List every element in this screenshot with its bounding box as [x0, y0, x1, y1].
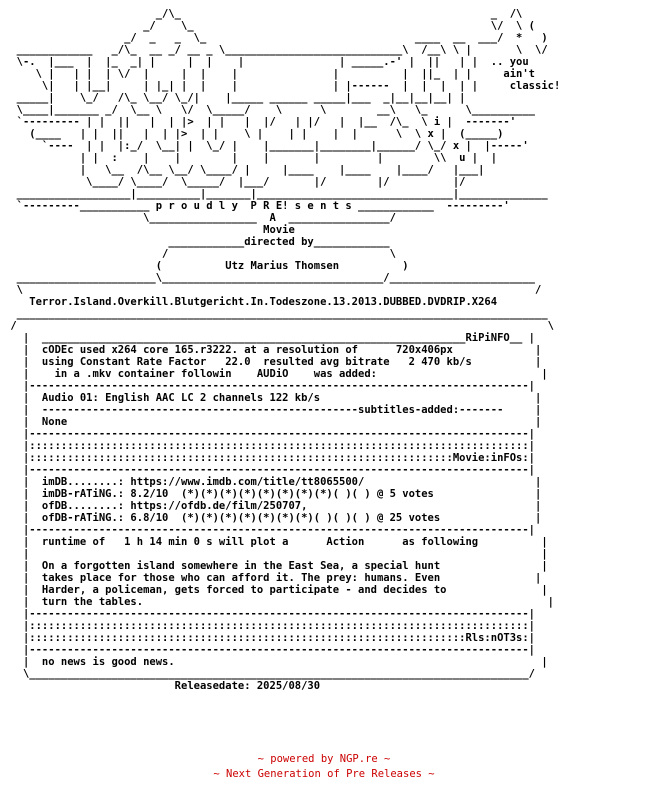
nfo-line: | in a .mkv container followin AUDiO was added: | [4, 368, 548, 380]
nfo-line: |:::::::::::::::::::::::::::::::::::::::::::::::::::::::::::::::::::::Rls:nOT3s:| [4, 632, 536, 644]
nfo-line: \_________________ A ________________/ [4, 212, 396, 224]
nfo-line: ____________directed by____________ [4, 236, 390, 248]
nfo-line: \-. |___ | |_ _| | | | | | _____.-' | || | | .. you [4, 56, 529, 68]
nfo-line: __________________|__________|_______|_______________________________|______________ [4, 188, 548, 200]
nfo-line: |-------------------------------------------------------------------------------| [4, 524, 536, 536]
nfo-line: `---------___________ p r o u d l y P R E! s e n t s ____________ ---------' [4, 200, 510, 212]
nfo-line: | ofDB-rATiNG.: 6.8/10 (*)(*)(*)(*)(*)(*)(*)( )( )( ) @ 25 votes | [4, 512, 542, 524]
nfo-line: |-------------------------------------------------------------------------------| [4, 428, 536, 440]
nfo-line: / \ [4, 320, 554, 332]
nfo-line: | None | [4, 416, 542, 428]
nfo-line: | Harder, a policeman, gets forced to participate - and decides to | [4, 584, 548, 596]
nfo-line: `--------- | | || | | |> | | | |/ | |/ | |__ /\_ \ i | -------' [4, 116, 517, 128]
nfo-line: _/\_ _ /\ [4, 8, 536, 20]
nfo-line: \ / [4, 284, 542, 296]
nfo-line: \____/ \____/ \_____/ |___/ |/ |/ |/ [4, 176, 466, 188]
nfo-line: Terror.Island.Overkill.Blutgericht.In.Todeszone.13.2013.DUBBED.DVDRIP.X264 [4, 296, 498, 308]
tagline: ~ Next Generation of Pre Releases ~ [213, 768, 435, 780]
nfo-line: | turn the tables. | [4, 596, 554, 608]
nfo-line: |-------------------------------------------------------------------------------| [4, 644, 536, 656]
nfo-line: | imDB-rATiNG.: 8.2/10 (*)(*)(*)(*)(*)(*)(*)(*)( )( ) @ 5 votes | [4, 488, 542, 500]
nfo-line: | cODEc used x264 core 165.r3222. at a resolution of 720x406px | [4, 344, 542, 356]
nfo-line: |-------------------------------------------------------------------------------| [4, 608, 536, 620]
nfo-line: _/ _ _ \_ ____ __ ___/ * ) [4, 32, 548, 44]
nfo-line: ____________________________________________________________________________________ [4, 308, 548, 320]
nfo-line: | takes place for those who can afford it. The prey: humans. Even | [4, 572, 542, 584]
nfo-line: \| | |__| | |_| | | | | |------ | | | | | classic! [4, 80, 561, 92]
nfo-line: \_______________________________________________________________________________/ [4, 668, 536, 680]
nfo-line: _/ \_ \/ \ ( [4, 20, 536, 32]
nfo-line: `---- | | |:_/ \__| | \_/ | |_______|________|______/ \_/ x | |-----' [4, 140, 529, 152]
nfo-line: | On a forgotten island somewhere in the East Sea, a special hunt | [4, 560, 548, 572]
nfo-line: |:::::::::::::::::::::::::::::::::::::::::::::::::::::::::::::::::::::::::::::::| [4, 440, 536, 452]
nfo-line: | using Constant Rate Factor 22.0 resulted avg bitrate 2 470 kb/s | [4, 356, 542, 368]
nfo-line: Releasedate: 2025/08/30 [4, 680, 321, 692]
nfo-line: | \__ /\__ \__/ \____/ | |____ |____ |____/ |___| [4, 164, 485, 176]
nfo-line: ( Utz Marius Thomsen ) [4, 260, 409, 272]
nfo-line: \ | | | | \/ | | | | | | ||_ | | ain't [4, 68, 536, 80]
nfo-line: | ofDB........: https://ofdb.de/film/250707, | [4, 500, 542, 512]
nfo-line: |-------------------------------------------------------------------------------| [4, 464, 536, 476]
powered-by-line: ~ powered by NGP.re ~ [257, 753, 391, 765]
nfo-text [4, 8, 560, 692]
nfo-line: | | [4, 548, 548, 560]
nfo-line: | --------------------------------------------------subtitles-added:------- | [4, 404, 542, 416]
nfo-line: | Audio 01: English AAC LC 2 channels 122 kb/s | [4, 392, 542, 404]
nfo-line: | imDB........: https://www.imdb.com/title/tt8065500/ | [4, 476, 542, 488]
nfo-line: | runtime of 1 h 14 min 0 s will plot a Action as following | [4, 536, 548, 548]
nfo-line: / \ [4, 248, 396, 260]
nfo-line: ____________ _/\_ __ _/ __ _ \____________________________\ /__\ \ | \ \/ [4, 44, 548, 56]
nfo-line: | no news is good news. | [4, 656, 548, 668]
nfo-line: | | : | | | | | | \\ u | | [4, 152, 498, 164]
nfo-line: |:::::::::::::::::::::::::::::::::::::::::::::::::::::::::::::::::::Movie:inFOs:| [4, 452, 536, 464]
nfo-line: |-------------------------------------------------------------------------------| [4, 380, 536, 392]
nfo-line: |:::::::::::::::::::::::::::::::::::::::::::::::::::::::::::::::::::::::::::::::| [4, 620, 536, 632]
nfo-line: Movie [4, 224, 295, 236]
nfo-line: | ___________________________________________________________________RiPiNFO__ | [4, 332, 536, 344]
nfo-line: ______________________\___________________________________/_______________________ [4, 272, 536, 284]
nfo-line: _____| \_/ /\_ \__/ \_/| |_____ ______ _____|___ _|__|__|__| | [4, 92, 466, 104]
nfo-line: (____ | | || | | |> | | \ | | | | | \ \ x | (_____) [4, 128, 504, 140]
nfo-line: \____|_______ _/ \__ \ \/ \_____/ \ \ __\ \_ \__________ [4, 104, 536, 116]
